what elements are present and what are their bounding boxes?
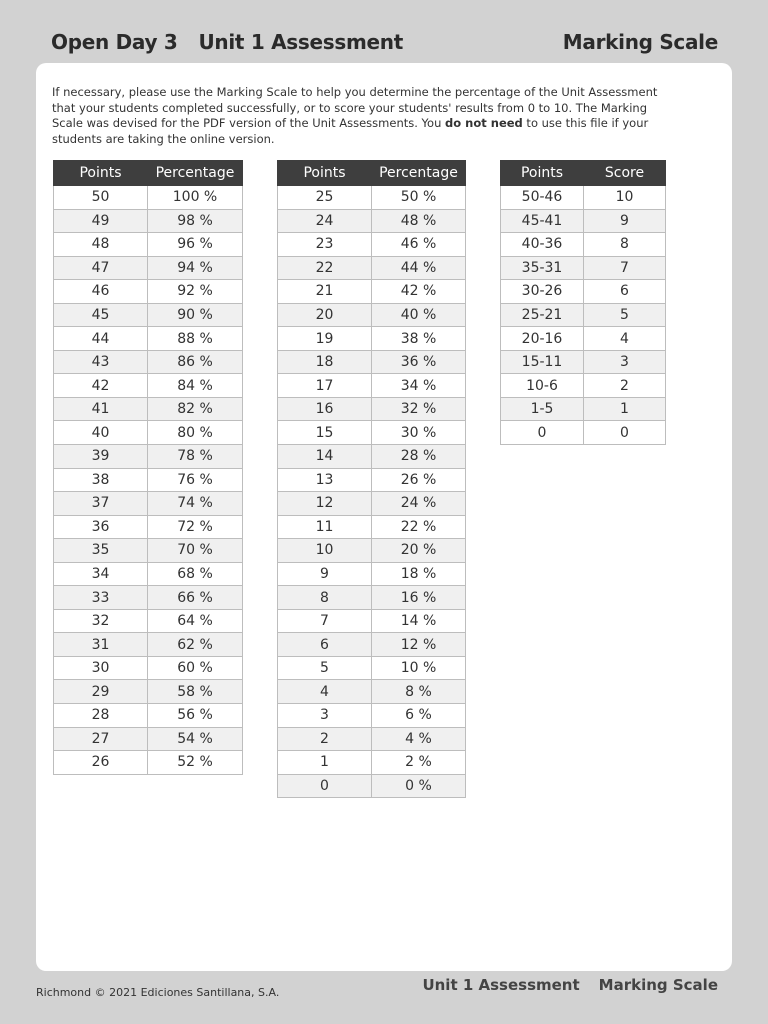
column-header: Percentage [148, 161, 243, 186]
value-cell: 50 % [372, 186, 466, 210]
points-cell: 38 [54, 468, 148, 492]
points-cell: 13 [278, 468, 372, 492]
value-cell: 7 [584, 256, 666, 280]
value-cell: 48 % [372, 209, 466, 233]
value-cell: 92 % [148, 280, 243, 304]
value-cell: 8 % [372, 680, 466, 704]
points-cell: 12 [278, 492, 372, 516]
table-row [54, 209, 243, 233]
table-row [278, 562, 466, 586]
table-row [278, 397, 466, 421]
value-cell: 44 % [372, 256, 466, 280]
points-cell: 23 [278, 233, 372, 257]
points-cell: 46 [54, 280, 148, 304]
value-cell: 20 % [372, 539, 466, 563]
value-cell: 28 % [372, 445, 466, 469]
table-row [278, 186, 466, 210]
value-cell: 30 % [372, 421, 466, 445]
points-cell: 21 [278, 280, 372, 304]
value-cell: 46 % [372, 233, 466, 257]
table-row [54, 327, 243, 351]
value-cell: 80 % [148, 421, 243, 445]
points-cell: 4 [278, 680, 372, 704]
value-cell: 54 % [148, 727, 243, 751]
points-cell: 10 [278, 539, 372, 563]
points-cell: 1 [278, 751, 372, 775]
table-row [278, 774, 466, 798]
points-cell: 30-26 [501, 280, 584, 304]
table-row [501, 421, 666, 445]
value-cell: 82 % [148, 397, 243, 421]
value-cell: 66 % [148, 586, 243, 610]
value-cell: 58 % [148, 680, 243, 704]
table-row [54, 704, 243, 728]
intro-paragraph [52, 85, 662, 147]
table-row [54, 515, 243, 539]
points-cell: 40 [54, 421, 148, 445]
table-row [278, 680, 466, 704]
points-cell: 6 [278, 633, 372, 657]
points-cell: 26 [54, 751, 148, 775]
points-cell: 50 [54, 186, 148, 210]
points-cell: 25 [278, 186, 372, 210]
points-cell: 32 [54, 609, 148, 633]
value-cell: 56 % [148, 704, 243, 728]
table-row [54, 609, 243, 633]
value-cell: 8 [584, 233, 666, 257]
column-header: Points [501, 161, 584, 186]
value-cell: 10 [584, 186, 666, 210]
value-cell: 84 % [148, 374, 243, 398]
table-row [501, 233, 666, 257]
table-row [501, 374, 666, 398]
points-cell: 24 [278, 209, 372, 233]
value-cell: 10 % [372, 656, 466, 680]
value-cell: 14 % [372, 609, 466, 633]
table-row [278, 586, 466, 610]
points-cell: 35 [54, 539, 148, 563]
table-row [54, 303, 243, 327]
table-row [54, 727, 243, 751]
points-cell: 29 [54, 680, 148, 704]
points-cell: 10-6 [501, 374, 584, 398]
table-row [54, 397, 243, 421]
table-row [278, 751, 466, 775]
points-cell: 31 [54, 633, 148, 657]
table-row [54, 751, 243, 775]
points-cell: 7 [278, 609, 372, 633]
value-cell: 38 % [372, 327, 466, 351]
table-row [278, 656, 466, 680]
points-cell: 15 [278, 421, 372, 445]
value-cell: 6 [584, 280, 666, 304]
table-row [278, 539, 466, 563]
table-row [54, 656, 243, 680]
value-cell: 16 % [372, 586, 466, 610]
column-header: Percentage [372, 161, 466, 186]
unit-title: Unit 1 Assessment [198, 30, 403, 54]
table-row [278, 350, 466, 374]
value-cell: 94 % [148, 256, 243, 280]
table-row [278, 327, 466, 351]
table-row [278, 468, 466, 492]
table-row [278, 445, 466, 469]
intro-text-start: If necessary, please use the Marking Scale to help you determine the percentage of the Unit Assessment that your students completed successfully, or to score your students' results from 0 to 10. The Marking Scale was devised for the PDF version of the Unit Assessments. You [52, 85, 658, 130]
table-row [501, 350, 666, 374]
points-cell: 50-46 [501, 186, 584, 210]
points-cell: 3 [278, 704, 372, 728]
points-cell: 20-16 [501, 327, 584, 351]
intro-text-end: to use this file if your students are taking the online version. [52, 116, 649, 146]
table-row [54, 680, 243, 704]
table-row [278, 633, 466, 657]
value-cell: 34 % [372, 374, 466, 398]
points-cell: 9 [278, 562, 372, 586]
table-row [278, 492, 466, 516]
points-cell: 11 [278, 515, 372, 539]
value-cell: 100 % [148, 186, 243, 210]
points-cell: 45 [54, 303, 148, 327]
table-row [278, 256, 466, 280]
table-row [54, 421, 243, 445]
value-cell: 74 % [148, 492, 243, 516]
value-cell: 3 [584, 350, 666, 374]
points-cell: 8 [278, 586, 372, 610]
points-cell: 18 [278, 350, 372, 374]
table-row [278, 233, 466, 257]
page-title: Marking Scale [562, 30, 718, 54]
value-cell: 4 % [372, 727, 466, 751]
value-cell: 76 % [148, 468, 243, 492]
points-cell: 35-31 [501, 256, 584, 280]
value-cell: 96 % [148, 233, 243, 257]
table-row [54, 374, 243, 398]
points-cell: 45-41 [501, 209, 584, 233]
value-cell: 36 % [372, 350, 466, 374]
points-cell: 5 [278, 656, 372, 680]
value-cell: 52 % [148, 751, 243, 775]
column-header: Points [54, 161, 148, 186]
points-cell: 33 [54, 586, 148, 610]
value-cell: 68 % [148, 562, 243, 586]
table-row [278, 374, 466, 398]
points-cell: 36 [54, 515, 148, 539]
percentage-table-high [53, 160, 243, 775]
table-row [501, 280, 666, 304]
table-row [54, 492, 243, 516]
value-cell: 9 [584, 209, 666, 233]
value-cell: 5 [584, 303, 666, 327]
points-cell: 20 [278, 303, 372, 327]
points-cell: 17 [278, 374, 372, 398]
value-cell: 86 % [148, 350, 243, 374]
value-cell: 40 % [372, 303, 466, 327]
footer-scale-label: Marking Scale [598, 976, 718, 994]
points-cell: 1-5 [501, 397, 584, 421]
points-cell: 47 [54, 256, 148, 280]
table-header-row [278, 161, 466, 186]
value-cell: 12 % [372, 633, 466, 657]
value-cell: 0 [584, 421, 666, 445]
points-cell: 49 [54, 209, 148, 233]
table-row [54, 280, 243, 304]
points-cell: 14 [278, 445, 372, 469]
value-cell: 62 % [148, 633, 243, 657]
points-cell: 2 [278, 727, 372, 751]
value-cell: 72 % [148, 515, 243, 539]
table-row [501, 209, 666, 233]
table-header-row [54, 161, 243, 186]
points-cell: 16 [278, 397, 372, 421]
value-cell: 1 [584, 397, 666, 421]
value-cell: 88 % [148, 327, 243, 351]
points-cell: 0 [501, 421, 584, 445]
table-row [278, 280, 466, 304]
table-row [54, 586, 243, 610]
table-row [278, 727, 466, 751]
table-row [54, 633, 243, 657]
table-header-row [501, 161, 666, 186]
table-row [54, 186, 243, 210]
table-row [278, 209, 466, 233]
score-table [500, 160, 666, 445]
table-row [278, 303, 466, 327]
course-title: Open Day 3 [51, 30, 178, 54]
points-cell: 43 [54, 350, 148, 374]
points-cell: 0 [278, 774, 372, 798]
value-cell: 6 % [372, 704, 466, 728]
footer-unit-label: Unit 1 Assessment [422, 976, 580, 994]
points-cell: 40-36 [501, 233, 584, 257]
points-cell: 42 [54, 374, 148, 398]
points-cell: 25-21 [501, 303, 584, 327]
table-row [278, 704, 466, 728]
table-row [501, 303, 666, 327]
points-cell: 34 [54, 562, 148, 586]
document-header [51, 30, 403, 54]
points-cell: 41 [54, 397, 148, 421]
value-cell: 24 % [372, 492, 466, 516]
column-header: Points [278, 161, 372, 186]
value-cell: 64 % [148, 609, 243, 633]
value-cell: 2 [584, 374, 666, 398]
table-row [278, 515, 466, 539]
table-row [501, 186, 666, 210]
value-cell: 26 % [372, 468, 466, 492]
points-cell: 48 [54, 233, 148, 257]
value-cell: 0 % [372, 774, 466, 798]
points-cell: 37 [54, 492, 148, 516]
value-cell: 22 % [372, 515, 466, 539]
points-cell: 39 [54, 445, 148, 469]
table-row [54, 562, 243, 586]
table-row [54, 445, 243, 469]
value-cell: 78 % [148, 445, 243, 469]
table-row [501, 397, 666, 421]
points-cell: 27 [54, 727, 148, 751]
points-cell: 44 [54, 327, 148, 351]
percentage-table-low [277, 160, 466, 798]
intro-bold-text: do not need [445, 116, 523, 130]
table-row [501, 256, 666, 280]
points-cell: 22 [278, 256, 372, 280]
points-cell: 19 [278, 327, 372, 351]
points-cell: 28 [54, 704, 148, 728]
table-row [54, 468, 243, 492]
points-cell: 15-11 [501, 350, 584, 374]
value-cell: 90 % [148, 303, 243, 327]
footer-labels [422, 976, 718, 994]
table-row [54, 350, 243, 374]
table-row [278, 421, 466, 445]
table-row [501, 327, 666, 351]
value-cell: 4 [584, 327, 666, 351]
table-row [278, 609, 466, 633]
value-cell: 2 % [372, 751, 466, 775]
points-cell: 30 [54, 656, 148, 680]
value-cell: 42 % [372, 280, 466, 304]
value-cell: 18 % [372, 562, 466, 586]
value-cell: 32 % [372, 397, 466, 421]
value-cell: 60 % [148, 656, 243, 680]
table-row [54, 256, 243, 280]
value-cell: 98 % [148, 209, 243, 233]
table-row [54, 233, 243, 257]
copyright-notice: Richmond © 2021 Ediciones Santillana, S.A. [36, 986, 280, 999]
value-cell: 70 % [148, 539, 243, 563]
column-header: Score [584, 161, 666, 186]
table-row [54, 539, 243, 563]
